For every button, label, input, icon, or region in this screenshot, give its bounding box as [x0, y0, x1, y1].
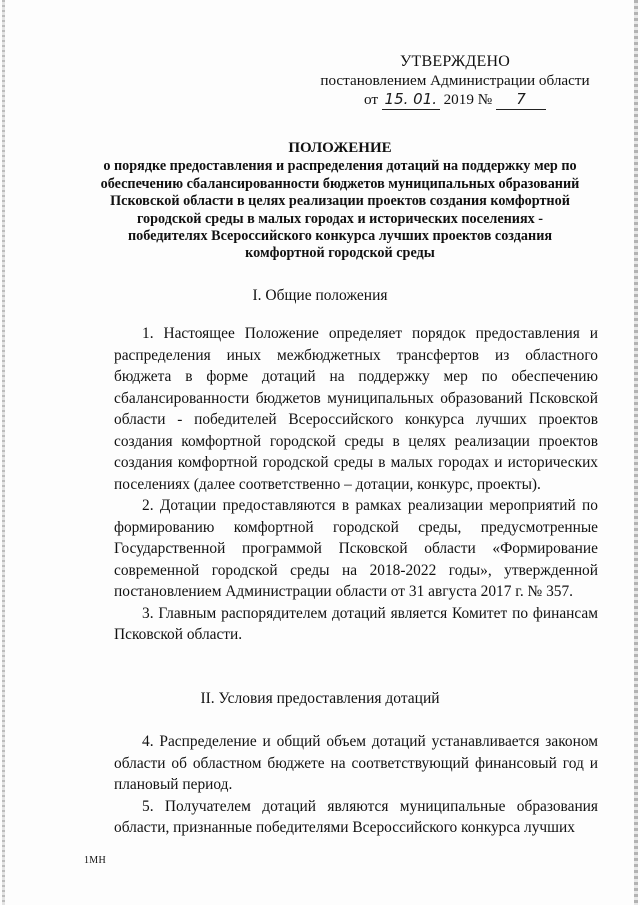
- approval-date-handwritten: 15. 01.: [382, 90, 440, 110]
- paragraph-5: 5. Получателем дотаций являются муниципальные образования области, признанные победителями Всероссийского конкурса лучших: [114, 797, 598, 836]
- footer-mark: 1МН: [84, 855, 107, 866]
- approval-heading: УТВЕРЖДЕНО: [399, 53, 510, 70]
- approval-date-line: [300, 90, 610, 110]
- paragraph-4: 4. Распределение и общий объем дотаций устанавливается законом области об областном бюджете на соответствующий финансовый год и плановый период.: [114, 733, 598, 793]
- section-heading-2: II. Условия предоставления дотаций: [200, 690, 440, 707]
- section-heading-1: I. Общие положения: [252, 287, 388, 304]
- document-subtitle: о порядке предоставления и распределения дотаций на поддержку мер по обеспечению сбалансированности бюджетов муниципальных образований Псковской области в целях реализации проектов создания комфортной городской среды в малых городах и исторических поселениях - победителях Всероссийского конкурса лучших проектов создания комфортной городской среды: [100, 158, 580, 262]
- approval-date-prefix: от: [363, 91, 378, 108]
- paragraph-2: 2. Дотации предоставляются в рамках реализации мероприятий по формированию комфортной городской среды, предусмотренные Государственной программой Псковской области «Формирование современной городской среды на 2018-2022 годы», утвержденной постановлением Администрации области от 31 августа 2017 г. № 357.: [114, 497, 598, 600]
- paragraph-3: 3. Главным распорядителем дотаций является Комитет по финансам Псковской области.: [114, 604, 598, 643]
- document-title-block: [100, 140, 580, 263]
- paragraph-1: 1. Настоящее Положение определяет порядок предоставления и распределения иных межбюджетных трансфертов из областного бюджета в форме дотаций на поддержку мер по обеспечению сбалансированности бюджетов муниципальных образований Псковской области - победителей Всероссийского конкурса лучших проектов создания комфортной городской среды в целях реализации проектов создания комфортной городской среды в малых городах и исторических поселениях (далее соответственно – дотации, конкурс, проекты).: [114, 325, 598, 493]
- section-2-body: [114, 731, 598, 839]
- approval-year-text: 2019 №: [443, 91, 493, 108]
- section-1-body: [114, 323, 598, 646]
- approval-stamp-block: [300, 52, 610, 110]
- approval-line: постановлением Администрации области: [320, 72, 590, 89]
- approval-number-handwritten: 7: [496, 90, 546, 110]
- document-title: ПОЛОЖЕНИЕ: [288, 140, 392, 156]
- scan-edge-right: [634, 0, 638, 905]
- scan-edge-left: [2, 0, 5, 905]
